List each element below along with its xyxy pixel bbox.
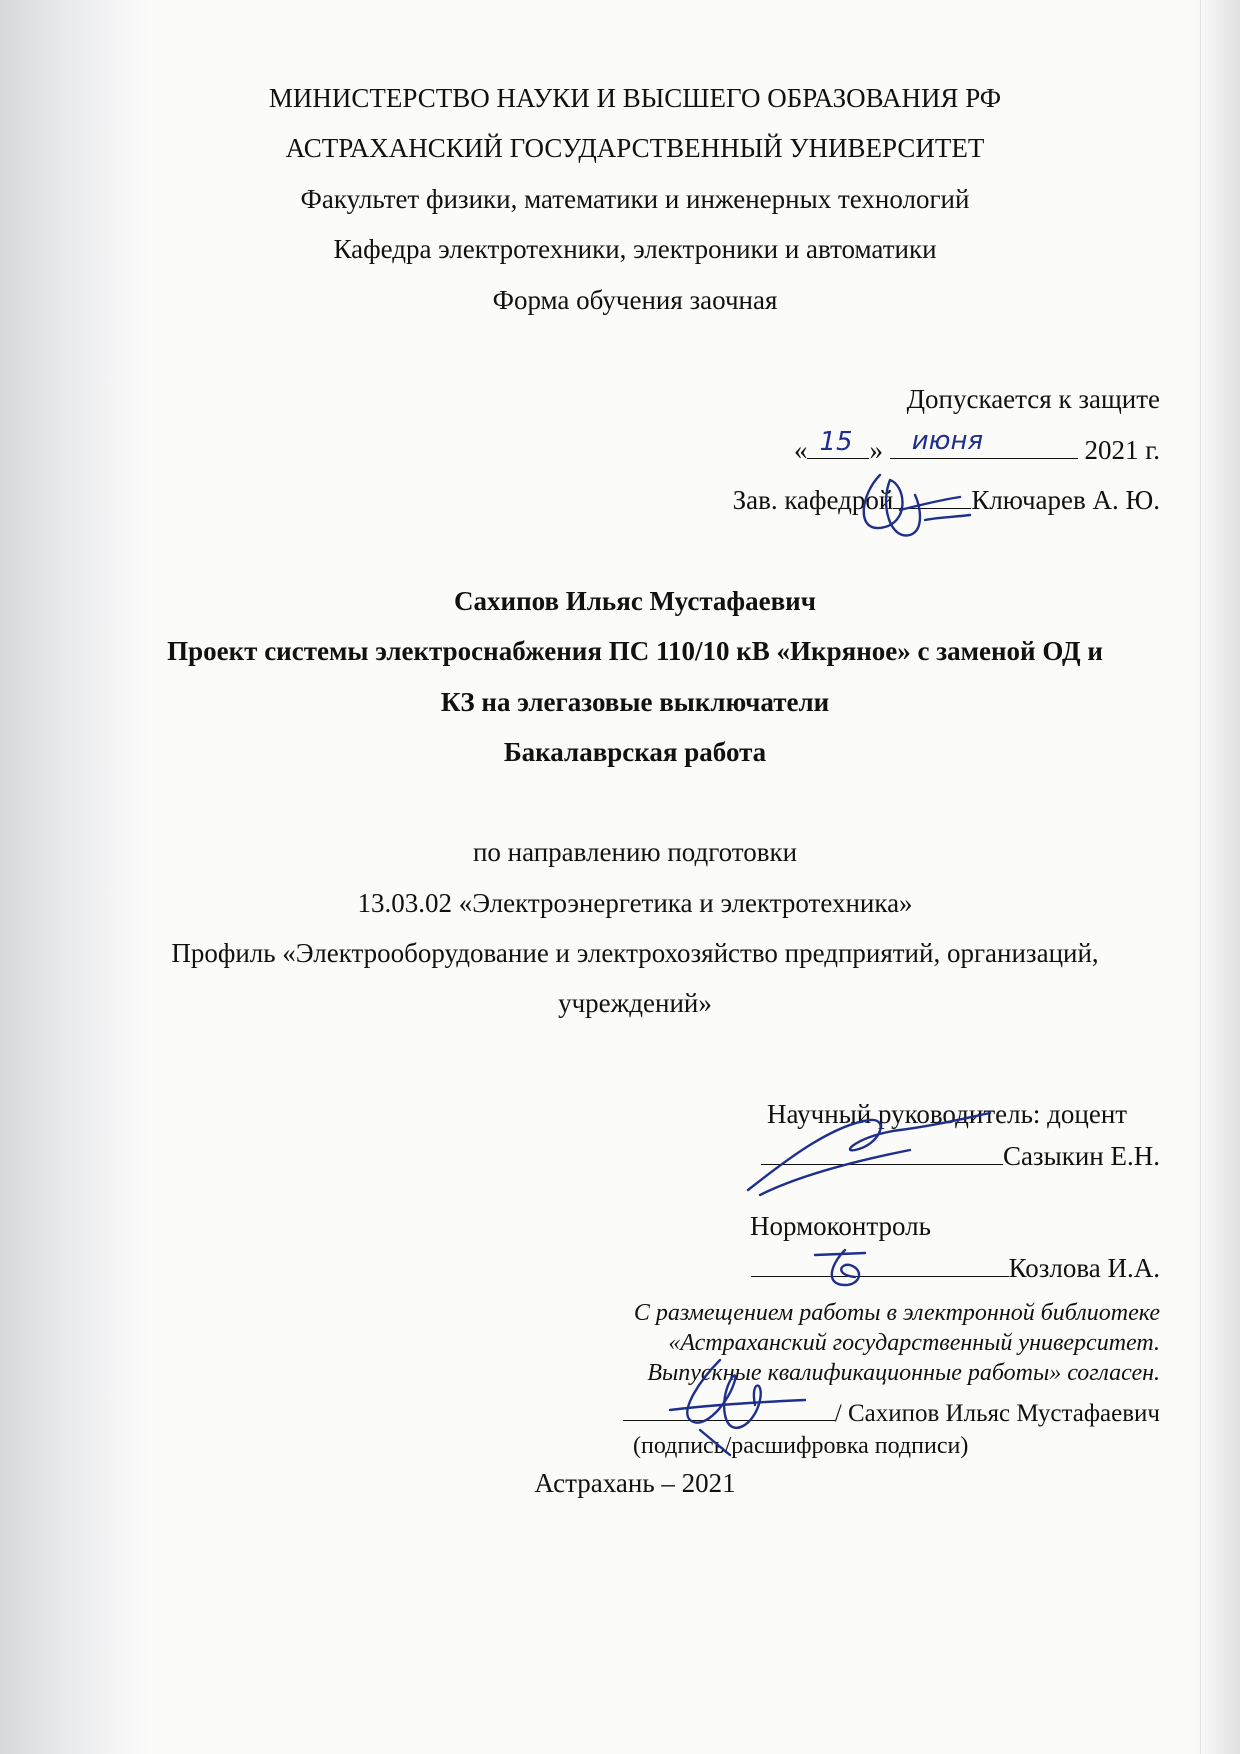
consent-line-3: Выпускные квалификационные работы» согласен. [647,1360,1160,1386]
head-signature-image [850,465,980,555]
signature-caption: (подпись/расшифровка подписи) [633,1433,969,1459]
study-form: Форма обучения заочная [492,285,778,315]
profile-line-2: учреждений» [558,988,712,1018]
approval-date [793,426,1160,466]
month-field [890,426,1078,459]
quote-close: » [869,435,883,465]
thesis-title-line-2: КЗ на элегазовые выключатели [440,687,830,717]
student-name: / Сахипов Ильяс Мустафаевич [834,1400,1160,1427]
day-field [807,427,869,459]
student-signature-image [660,1350,810,1460]
handwritten-month: июня [911,426,984,456]
supervisor-signature-image [740,1105,1000,1205]
university-heading: АСТРАХАНСКИЙ ГОСУДАРСТВЕННЫЙ УНИВЕРСИТЕТ [285,133,985,163]
handwritten-day: 15 [819,427,853,457]
supervisor-label: Научный руководитель: доцент [767,1099,1128,1129]
ministry-heading: МИНИСТЕРСТВО НАУКИ И ВЫСШЕГО ОБРАЗОВАНИЯ РФ [268,83,1002,113]
head-label: Зав. кафедрой [732,485,894,515]
faculty-heading: Факультет физики, математики и инженерных технологий [300,184,970,214]
profile-line-1: Профиль «Электрооборудование и электрохозяйство предприятий, организаций, [171,938,1099,968]
direction-code: 13.03.02 «Электроэнергетика и электротехника» [357,888,913,918]
head-name: Ключарев А. Ю. [971,485,1160,515]
normcontrol-name: Козлова И.А. [1008,1253,1160,1283]
department-heading: Кафедра электротехники, электроники и автоматики [333,234,937,264]
admitted-to-defense: Допускается к защите [906,384,1160,414]
supervisor-name: Сазыкин Е.Н. [1002,1141,1160,1171]
consent-line-1: С размещением работы в электронной библиотеке [633,1300,1160,1326]
thesis-title-line-1: Проект системы электроснабжения ПС 110/10 кВ «Икряное» с заменой ОД и [167,636,1103,666]
work-type: Бакалаврская работа [503,737,767,767]
author-name: Сахипов Ильяс Мустафаевич [454,586,816,616]
direction-label: по направлению подготовки [472,837,798,867]
consent-line-2: «Астраханский государственный университет. [668,1330,1160,1356]
normcontrol-signature-image [805,1245,885,1295]
year: 2021 г. [1084,435,1160,465]
quote-open: « [793,435,808,465]
city-year: Астрахань – 2021 [534,1468,736,1498]
normcontrol-label: Нормоконтроль [750,1211,931,1241]
